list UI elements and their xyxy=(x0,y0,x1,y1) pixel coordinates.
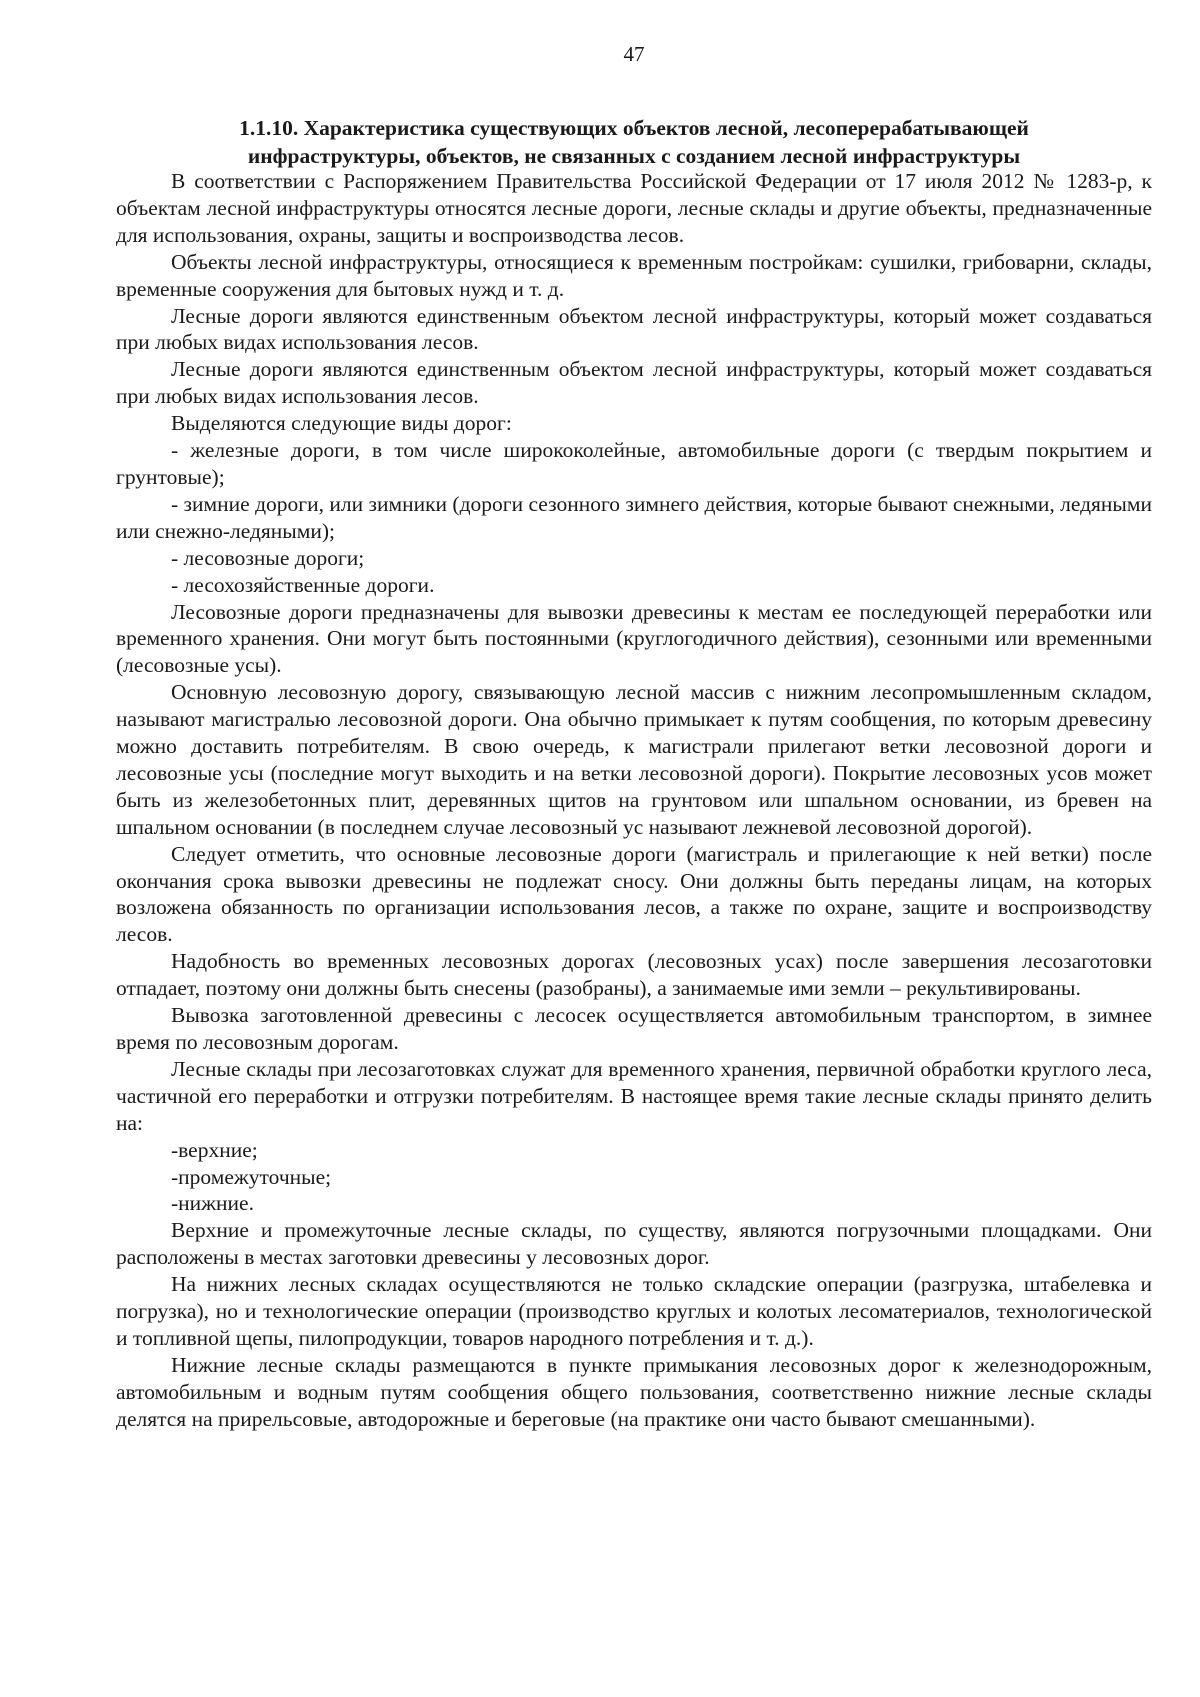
list-item: - зимние дороги, или зимники (дороги сезонного зимнего действия, которые бывают снежными, ледяными или снежно-ледяными); xyxy=(116,491,1152,543)
paragraph: Основную лесовозную дорогу, связывающую лесной массив с нижним лесопромышленным складом, называют магистралью лесовозной дороги. Она обычно примыкает к путям сообщения, по которым древесину можно доставить потребителям. В свою очередь, к магистрали прилегают ветки лесовозной дороги и лесовозные усы (последние могут выходить и на ветки лесовозной дороги). Покрытие лесовозных усов может быть из железобетонных плит, деревянных щитов на грунтовом или шпальном основании, из бревен на шпальном основании (в последнем случае лесовозный ус называют лежневой лесовозной дорогой). xyxy=(116,680,1152,839)
paragraph: Вывозка заготовленной древесины с лесосек осуществляется автомобильным транспортом, в зимнее время по лесовозным дорогам. xyxy=(116,1003,1152,1054)
paragraph: Следует отметить, что основные лесовозные дороги (магистраль и прилегающие к ней ветки) после окончания срока вывозки древесины не подлежат сносу. Они должны быть переданы лицам, на которых возложена обязанность по организации использования лесов, а также по охране, защите и воспроизводству лесов. xyxy=(116,841,1152,947)
list-item: -нижние. xyxy=(171,1191,254,1216)
section-heading xyxy=(116,114,1152,170)
paragraph: Выделяются следующие виды дорог: xyxy=(171,411,512,436)
list-item: - лесовозные дороги; xyxy=(171,545,365,570)
page-number: 47 xyxy=(623,42,645,66)
paragraph: Объекты лесной инфраструктуры, относящиеся к временным постройкам: сушилки, грибоварни, склады, временные сооружения для бытовых нужд и т. д. xyxy=(116,249,1152,301)
list-item: - лесохозяйственные дороги. xyxy=(171,572,435,597)
paragraph: Верхние и промежуточные лесные склады, по существу, являются погрузочными площадками. Они расположены в местах заготовки древесины у лесовозных дорог. xyxy=(116,1218,1152,1270)
list-item: -промежуточные; xyxy=(171,1164,332,1189)
document-body xyxy=(116,168,1152,1433)
list-item: -верхние; xyxy=(171,1137,258,1162)
paragraph: Лесные склады при лесозаготовках служат для временного хранения, первичной обработки круглого леса, частичной его переработки и отгрузки потребителям. В настоящее время такие лесные склады принято делить на: xyxy=(116,1056,1152,1135)
paragraph: Надобность во временных лесовозных дорогах (лесовозных усах) после завершения лесозаготовки отпадает, поэтому они должны быть снесены (разобраны), а занимаемые ими земли – рекультивированы. xyxy=(116,949,1152,1001)
section-heading-line-2: инфраструктуры, объектов, не связанных с созданием лесной инфраструктуры xyxy=(247,144,1021,168)
paragraph: Лесные дороги являются единственным объектом лесной инфраструктуры, который может создаваться при любых видах использования лесов. xyxy=(116,303,1152,355)
paragraph: Нижние лесные склады размещаются в пункте примыкания лесовозных дорог к железнодорожным, автомобильным и водным путям сообщения общего пользования, соответственно нижние лесные склады делятся на прирельсовые, автодорожные и береговые (на практике они часто бывают смешанными). xyxy=(116,1352,1152,1431)
section-heading-line-1: 1.1.10. Характеристика существующих объектов лесной, лесоперерабатывающей xyxy=(239,116,1029,140)
paragraph: В соответствии с Распоряжением Правительства Российской Федерации от 17 июля 2012 № 1283-р, к объектам лесной инфраструктуры относятся лесные дороги, лесные склады и другие объекты, предназначенные для использования, охраны, защиты и воспроизводства лесов. xyxy=(116,169,1152,247)
list-item: - железные дороги, в том числе ширококолейные, автомобильные дороги (с твердым покрытием и грунтовые); xyxy=(116,438,1152,489)
paragraph: На нижних лесных складах осуществляются не только складские операции (разгрузка, штабелевка и погрузка), но и технологические операции (производство круглых и колотых лесоматериалов, технологической и топливной щепы, пилопродукции, товаров народного потребления и т. д.). xyxy=(116,1272,1152,1350)
paragraph: Лесовозные дороги предназначены для вывозки древесины к местам ее последующей переработки или временного хранения. Они могут быть постоянными (круглогодичного действия), сезонными или временными (лесовозные усы). xyxy=(116,599,1152,678)
paragraph: Лесные дороги являются единственным объектом лесной инфраструктуры, который может создаваться при любых видах использования лесов. xyxy=(116,357,1152,409)
